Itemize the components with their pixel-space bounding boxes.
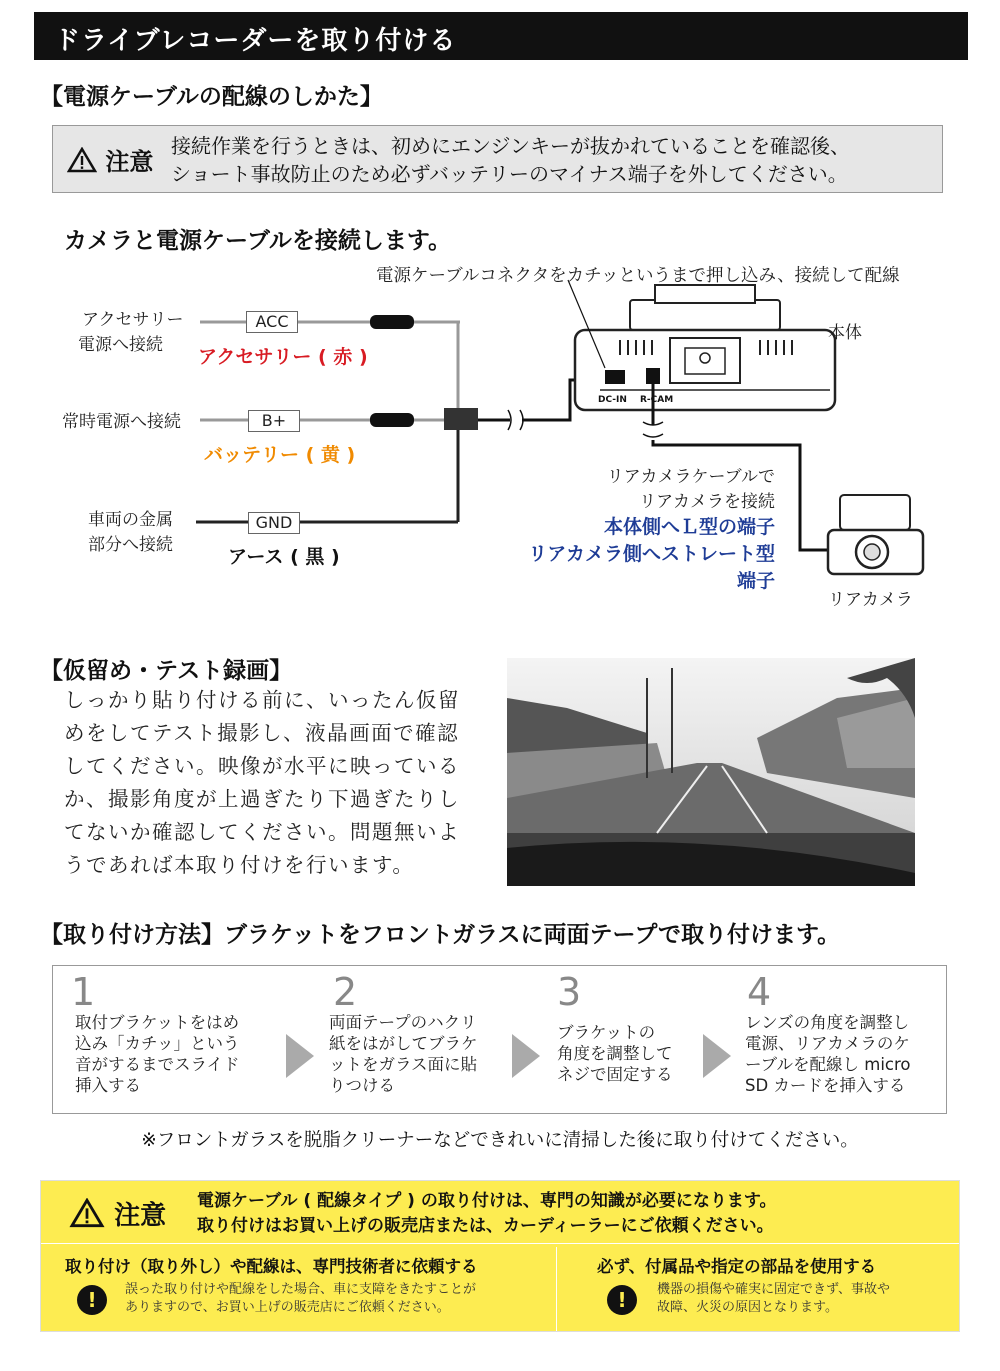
- step-line: 取付ブラケットをはめ: [75, 1013, 240, 1032]
- rear-camera-label: リアカメラ: [828, 590, 913, 610]
- step-text: [75, 1012, 240, 1096]
- step-number: 4: [747, 970, 772, 1014]
- gnd-tag: GND: [248, 512, 300, 534]
- caution-box: [52, 125, 943, 193]
- step-line: ネジで固定する: [557, 1065, 673, 1084]
- step-line: レンズの角度を調整し: [745, 1013, 910, 1032]
- test-body: [64, 684, 484, 882]
- warning-left-text: [125, 1281, 476, 1317]
- exclamation-icon: !: [607, 1285, 637, 1315]
- warning-right-line: 故障、火災の原因となります。: [657, 1300, 838, 1315]
- caution-line: 接続作業を行うときは、初めにエンジンキーが抜かれていることを確認後、: [171, 134, 850, 158]
- acc-desc-line2: 電源へ接続: [78, 335, 163, 355]
- divider: [41, 1243, 959, 1244]
- step-line: 音がするまでスライド: [75, 1055, 240, 1074]
- step-line: 挿入する: [75, 1076, 141, 1095]
- step-line: ットをガラス面に貼: [329, 1055, 478, 1074]
- junction-block: [444, 408, 478, 430]
- warning-left-line: 誤った取り付けや配線をした場合、車に支障をきたすことが: [125, 1282, 477, 1297]
- rear-cable-note: [520, 462, 775, 593]
- rear-cable-line: リアカメラ側へストレート型端子: [528, 543, 775, 592]
- install-heading: 【取り付け方法】ブラケットをフロントガラスに両面テープで取り付けます。: [40, 922, 841, 948]
- test-line: してください。映像が水平に映っている: [64, 754, 460, 778]
- step-text: [745, 1012, 911, 1096]
- gnd-desc-line2: 部分へ接続: [88, 535, 173, 555]
- warning-right-text: [657, 1281, 890, 1317]
- test-line: しっかり貼り付ける前に、いったん仮留: [64, 688, 460, 712]
- warning-left-title: 取り付け（取り外し）や配線は、専門技術者に依頼する: [65, 1257, 478, 1276]
- wiring-heading: 【電源ケーブルの配線のしかた】: [40, 84, 383, 110]
- warning-box: [40, 1180, 960, 1332]
- dashcam-sample-photo: [507, 658, 915, 886]
- dcin-port-label: DC-IN: [598, 395, 627, 405]
- step-text: [557, 1022, 673, 1085]
- l-connector: [646, 368, 660, 384]
- step-line: 込み「カチッ」という: [75, 1034, 240, 1053]
- rear-cable-line: リアカメラケーブルで: [606, 467, 775, 487]
- acc-fuse: [370, 315, 414, 329]
- acc-tag: ACC: [246, 311, 298, 333]
- warning-icon: [69, 1198, 105, 1228]
- warning-icon: [67, 147, 97, 173]
- warning-line: 取り付けはお買い上げの販売店または、カーディーラーにご依頼ください。: [197, 1216, 774, 1236]
- step-line: ブラケットの: [557, 1023, 656, 1042]
- step-line: りつける: [329, 1076, 395, 1095]
- step-text: [329, 1012, 478, 1096]
- test-line: か、撮影角度が上過ぎたり下過ぎたりし: [64, 787, 460, 811]
- step-arrow-icon: [286, 1034, 314, 1078]
- warning-right-line: 機器の損傷や確実に固定できず、事故や: [657, 1282, 890, 1297]
- rear-cable-break-mark: [643, 422, 663, 437]
- rear-camera-drawing: [828, 495, 923, 574]
- step-arrow-icon: [512, 1034, 540, 1078]
- connector-note: 電源ケーブルコネクタをカチッというまで押し込み、接続して配線: [376, 266, 900, 286]
- exclamation-icon: !: [77, 1285, 107, 1315]
- rear-cable-line: リアカメラを接続: [639, 492, 775, 512]
- bplus-tag: B+: [248, 410, 300, 432]
- step-number: 2: [333, 970, 358, 1014]
- divider: [556, 1247, 557, 1331]
- gnd-color-label: アース ( 黒 ): [228, 546, 340, 568]
- warning-left-line: ありますので、お買い上げの販売店にご依頼ください。: [125, 1300, 450, 1315]
- step-line: ーブルを配線し micro: [745, 1055, 911, 1074]
- rear-cable-line: 本体側へＬ型の端子: [603, 516, 775, 538]
- warning-line: 電源ケーブル ( 配線タイプ ) の取り付けは、専門の知識が必要になります。: [197, 1191, 777, 1211]
- test-line: てないか確認してください。問題無いよ: [64, 820, 460, 844]
- step-number: 3: [557, 970, 582, 1014]
- step-line: 紙をはがしてブラケ: [329, 1034, 478, 1053]
- caution-line: ショート事故防止のため必ずバッテリーのマイナス端子を外してください。: [171, 162, 848, 186]
- caution-label-group: [67, 142, 153, 177]
- main-unit-drawing: [575, 285, 835, 410]
- step-number: 1: [71, 970, 96, 1014]
- rcam-port-label: R-CAM: [640, 395, 674, 405]
- warning-label: 注意: [114, 1201, 167, 1231]
- step-line: 電源、リアカメラのケ: [745, 1034, 910, 1053]
- gnd-desc-line1: 車両の金属: [88, 510, 173, 530]
- test-line: めをしてテスト撮影し、液晶画面で確認: [64, 721, 460, 745]
- caution-label: 注意: [105, 148, 154, 176]
- warning-label-group: [69, 1195, 166, 1232]
- bplus-color-label: バッテリー ( 黄 ): [204, 444, 356, 466]
- acc-desc-line1: アクセサリー: [82, 310, 184, 330]
- page-title: ドライブレコーダーを取り付ける: [54, 26, 457, 56]
- acc-color-label: アクセサリー ( 赤 ): [198, 346, 368, 368]
- test-line: うであれば本取り付けを行います。: [64, 853, 415, 877]
- step-line: SD カードを挿入する: [745, 1076, 906, 1095]
- step-arrow-icon: [703, 1034, 731, 1078]
- step-line: 両面テープのハクリ: [329, 1013, 477, 1032]
- install-note: ※フロントガラスを脱脂クリーナーなどできれいに清掃した後に取り付けてください。: [141, 1130, 859, 1151]
- step-line: 角度を調整して: [557, 1044, 673, 1063]
- test-heading: 【仮留め・テスト録画】: [40, 658, 293, 684]
- wiring-subheading: カメラと電源ケーブルを接続します。: [64, 228, 452, 254]
- steps-box: [52, 965, 947, 1114]
- title-bar: [34, 12, 968, 60]
- caution-text: [171, 132, 850, 188]
- cable-break-mark: [508, 410, 523, 430]
- bplus-fuse: [370, 413, 414, 427]
- bplus-desc: 常時電源へ接続: [62, 412, 181, 432]
- main-unit-label: 本体: [828, 323, 862, 343]
- warning-right-title: 必ず、付属品や指定の部品を使用する: [597, 1257, 877, 1276]
- warning-text: [197, 1189, 776, 1239]
